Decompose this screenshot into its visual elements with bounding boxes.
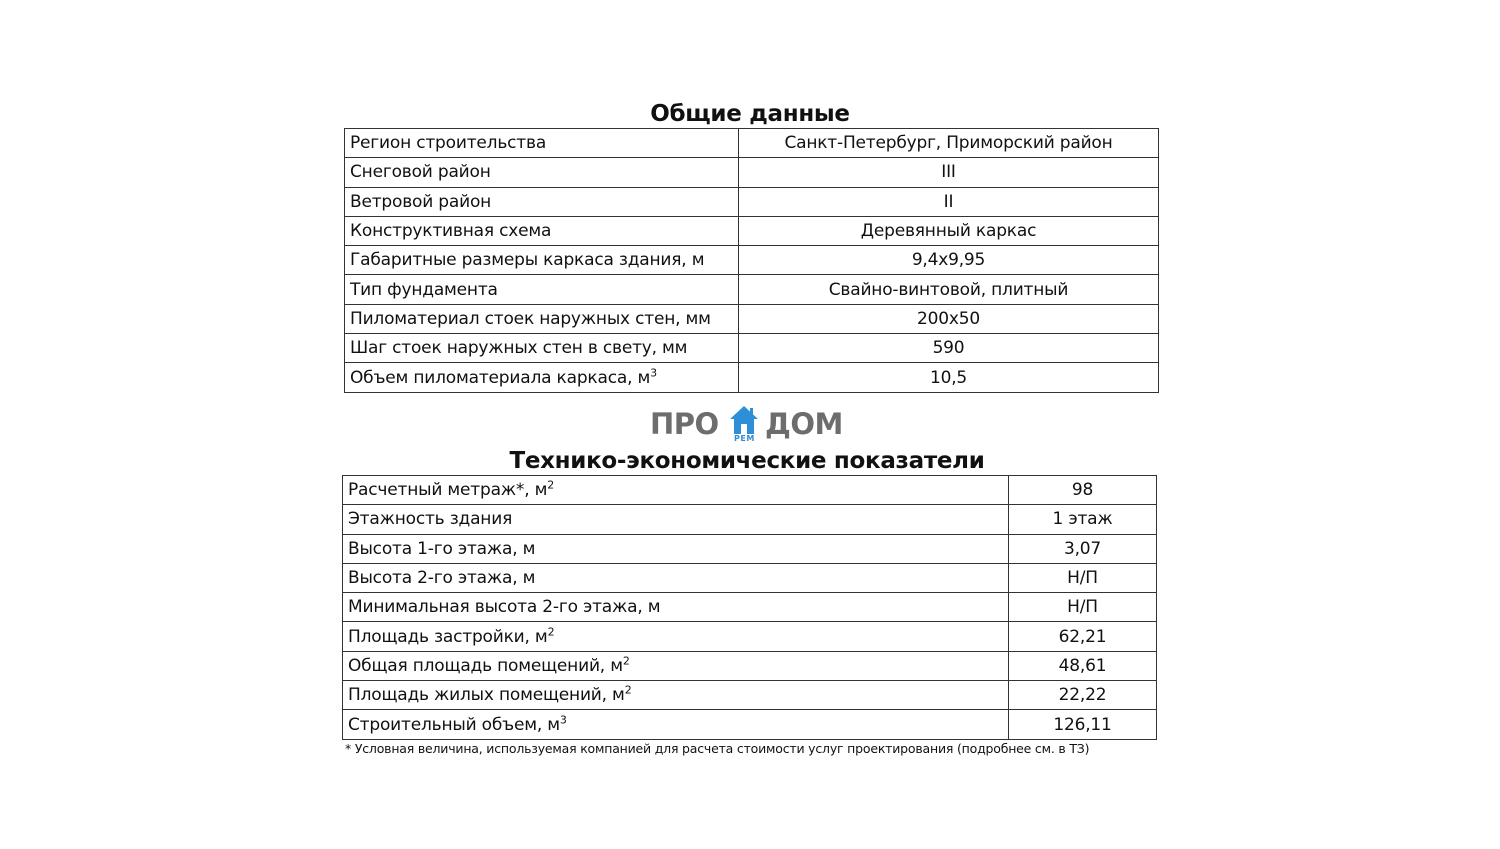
general-row-label bbox=[345, 334, 739, 363]
tech-indicators-title: Технико-экономические показатели bbox=[509, 448, 985, 474]
general-row bbox=[345, 363, 1159, 392]
general-row bbox=[345, 275, 1159, 304]
tech-row-value: 1 этаж bbox=[1009, 505, 1157, 534]
tech-row bbox=[343, 622, 1157, 651]
label-text: Общая площадь помещений, м bbox=[348, 655, 623, 676]
general-row-value: 10,5 bbox=[739, 363, 1159, 392]
unit-superscript: 2 bbox=[622, 654, 630, 668]
general-row-value: Свайно-винтовой, плитный bbox=[739, 275, 1159, 304]
company-logo bbox=[650, 404, 850, 444]
tech-row-label bbox=[343, 563, 1009, 592]
label-text: Шаг стоек наружных стен в свету, мм bbox=[350, 338, 688, 359]
tech-row bbox=[343, 651, 1157, 680]
label-text: Минимальная высота 2-го этажа, м bbox=[348, 597, 661, 618]
general-row bbox=[345, 158, 1159, 187]
tech-row bbox=[343, 563, 1157, 592]
tech-row bbox=[343, 710, 1157, 739]
label-text: Расчетный метраж*, м bbox=[348, 480, 548, 501]
general-row-value: 9,4х9,95 bbox=[739, 246, 1159, 275]
logo-subtext: РЕМ bbox=[734, 434, 755, 443]
tech-row-label bbox=[343, 710, 1009, 739]
general-data-table bbox=[344, 128, 1159, 393]
tech-row bbox=[343, 505, 1157, 534]
tech-row-value: 48,61 bbox=[1009, 651, 1157, 680]
label-text: Этажность здания bbox=[348, 509, 513, 530]
tech-row bbox=[343, 534, 1157, 563]
label-text: Регион строительства bbox=[350, 133, 547, 154]
tech-row-value: 126,11 bbox=[1009, 710, 1157, 739]
label-text: Площадь жилых помещений, м bbox=[348, 685, 625, 706]
tech-row bbox=[343, 593, 1157, 622]
logo-text-left: ПРО bbox=[650, 407, 719, 441]
general-row-value: III bbox=[739, 158, 1159, 187]
label-text: Высота 1-го этажа, м bbox=[348, 538, 536, 559]
general-row-label bbox=[345, 187, 739, 216]
general-row-label bbox=[345, 275, 739, 304]
general-row-value: 200х50 bbox=[739, 304, 1159, 333]
label-text: Площадь застройки, м bbox=[348, 626, 548, 647]
label-text: Объем пиломатериала каркаса, м bbox=[350, 367, 651, 388]
tech-row-value: Н/П bbox=[1009, 563, 1157, 592]
label-text: Габаритные размеры каркаса здания, м bbox=[350, 250, 705, 271]
general-row bbox=[345, 246, 1159, 275]
unit-superscript: 2 bbox=[624, 683, 632, 697]
general-row bbox=[345, 216, 1159, 245]
general-row-label bbox=[345, 363, 739, 392]
general-row-label bbox=[345, 129, 739, 158]
general-row bbox=[345, 334, 1159, 363]
tech-row-label bbox=[343, 681, 1009, 710]
label-text: Пиломатериал стоек наружных стен, мм bbox=[350, 308, 711, 329]
tech-row-value: 22,22 bbox=[1009, 681, 1157, 710]
label-text: Конструктивная схема bbox=[350, 221, 552, 242]
general-row-label bbox=[345, 304, 739, 333]
tech-row-value: 3,07 bbox=[1009, 534, 1157, 563]
tech-row-label bbox=[343, 476, 1009, 505]
general-row-value: 590 bbox=[739, 334, 1159, 363]
general-row-value: Санкт-Петербург, Приморский район bbox=[739, 129, 1159, 158]
unit-superscript: 2 bbox=[547, 624, 555, 638]
general-row-label bbox=[345, 158, 739, 187]
general-row-label bbox=[345, 246, 739, 275]
tech-row-value: 62,21 bbox=[1009, 622, 1157, 651]
unit-superscript: 2 bbox=[547, 478, 555, 492]
label-text: Строительный объем, м bbox=[348, 714, 560, 735]
footnote: * Условная величина, используемая компанией для расчета стоимости услуг проектирования (подробнее см. в ТЗ) bbox=[345, 741, 1090, 756]
tech-row-label bbox=[343, 651, 1009, 680]
general-data-title: Общие данные bbox=[650, 101, 850, 127]
general-row-value: Деревянный каркас bbox=[739, 216, 1159, 245]
tech-row-value: 98 bbox=[1009, 476, 1157, 505]
tech-row-label bbox=[343, 622, 1009, 651]
tech-row-value: Н/П bbox=[1009, 593, 1157, 622]
tech-row bbox=[343, 476, 1157, 505]
general-row bbox=[345, 129, 1159, 158]
label-text: Тип фундамента bbox=[350, 279, 498, 300]
tech-row-label bbox=[343, 505, 1009, 534]
logo-text-right: ДОМ bbox=[765, 407, 843, 441]
label-text: Снеговой район bbox=[350, 162, 491, 183]
general-row bbox=[345, 304, 1159, 333]
general-row-label bbox=[345, 216, 739, 245]
unit-superscript: 3 bbox=[559, 712, 567, 726]
label-text: Высота 2-го этажа, м bbox=[348, 568, 536, 589]
general-row-value: II bbox=[739, 187, 1159, 216]
tech-indicators-table bbox=[342, 475, 1157, 740]
general-row bbox=[345, 187, 1159, 216]
tech-row-label bbox=[343, 593, 1009, 622]
tech-row bbox=[343, 681, 1157, 710]
label-text: Ветровой район bbox=[350, 191, 492, 212]
unit-superscript: 3 bbox=[650, 365, 657, 379]
tech-row-label bbox=[343, 534, 1009, 563]
